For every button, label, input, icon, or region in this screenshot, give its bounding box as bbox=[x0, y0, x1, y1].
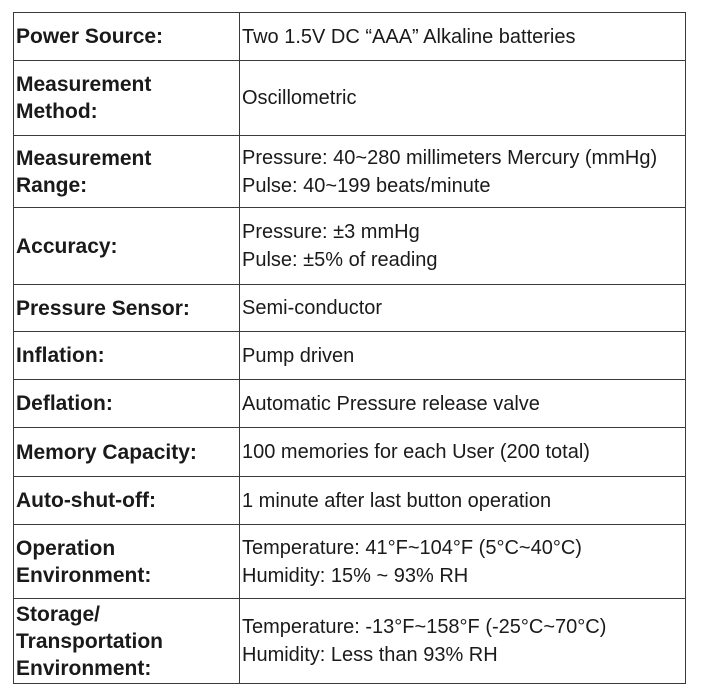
label-line: Pressure Sensor: bbox=[16, 296, 190, 320]
table-row-measurement-range bbox=[14, 136, 686, 208]
table-row-storage-transportation-environment bbox=[14, 599, 686, 684]
table-row-memory-capacity bbox=[14, 428, 686, 477]
table-row-accuracy bbox=[14, 208, 686, 285]
specifications-table bbox=[13, 12, 686, 684]
value-line: Temperature: -13°F~158°F (-25°C~70°C) bbox=[242, 616, 607, 638]
label-line: Inflation: bbox=[16, 344, 105, 367]
table-row-power-source bbox=[14, 13, 686, 61]
value-line: Oscillometric bbox=[242, 87, 357, 109]
row-label bbox=[14, 332, 240, 380]
table-row-operation-environment bbox=[14, 525, 686, 599]
row-label bbox=[14, 599, 240, 684]
label-line: Measurement bbox=[16, 146, 152, 170]
row-value bbox=[240, 13, 686, 61]
label-line: Auto-shut-off: bbox=[16, 489, 156, 512]
row-value bbox=[240, 285, 686, 332]
label-line: Memory Capacity: bbox=[16, 440, 197, 464]
row-label bbox=[14, 285, 240, 332]
value-line: Automatic Pressure release valve bbox=[242, 392, 540, 415]
value-line: Pulse: ±5% of reading bbox=[242, 249, 438, 271]
row-label bbox=[14, 428, 240, 477]
table-row-pressure-sensor bbox=[14, 285, 686, 332]
value-line: Pressure: 40~280 millimeters Mercury (mmHg) bbox=[242, 146, 658, 169]
value-line: Two 1.5V DC “AAA” Alkaline batteries bbox=[242, 25, 576, 48]
table-row-inflation bbox=[14, 332, 686, 380]
value-line: Humidity: Less than 93% RH bbox=[242, 644, 498, 666]
value-line: Pump driven bbox=[242, 344, 355, 367]
row-value bbox=[240, 599, 686, 684]
label-line: Storage/ bbox=[16, 602, 101, 626]
table-row-deflation bbox=[14, 380, 686, 428]
row-label bbox=[14, 380, 240, 428]
row-label bbox=[14, 477, 240, 525]
row-value bbox=[240, 477, 686, 525]
row-value bbox=[240, 208, 686, 285]
label-line: Environment: bbox=[16, 563, 152, 587]
row-value bbox=[240, 525, 686, 599]
value-line: 1 minute after last button operation bbox=[242, 489, 552, 512]
label-line: Environment: bbox=[16, 656, 152, 680]
label-line: Operation bbox=[16, 536, 116, 560]
value-line: Pulse: 40~199 beats/minute bbox=[242, 174, 491, 197]
row-label bbox=[14, 136, 240, 208]
row-label bbox=[14, 13, 240, 61]
row-value bbox=[240, 332, 686, 380]
label-line: Power Source: bbox=[16, 25, 164, 48]
table-row-measurement-method bbox=[14, 61, 686, 136]
label-line: Accuracy: bbox=[16, 234, 118, 258]
value-line: Semi-conductor bbox=[242, 297, 383, 319]
value-line: Pressure: ±3 mmHg bbox=[242, 221, 420, 243]
row-label bbox=[14, 525, 240, 599]
label-line: Deflation: bbox=[16, 392, 113, 415]
row-value bbox=[240, 428, 686, 477]
table-row-auto-shut-off bbox=[14, 477, 686, 525]
label-line: Measurement bbox=[16, 73, 152, 96]
row-value bbox=[240, 61, 686, 136]
label-line: Transportation bbox=[16, 629, 164, 653]
value-line: 100 memories for each User (200 total) bbox=[242, 441, 590, 463]
row-label bbox=[14, 61, 240, 136]
label-line: Range: bbox=[16, 173, 88, 197]
value-line: Temperature: 41°F~104°F (5°C~40°C) bbox=[242, 536, 582, 559]
row-value bbox=[240, 136, 686, 208]
label-line: Method: bbox=[16, 100, 98, 123]
row-value bbox=[240, 380, 686, 428]
value-line: Humidity: 15% ~ 93% RH bbox=[242, 564, 469, 587]
row-label bbox=[14, 208, 240, 285]
